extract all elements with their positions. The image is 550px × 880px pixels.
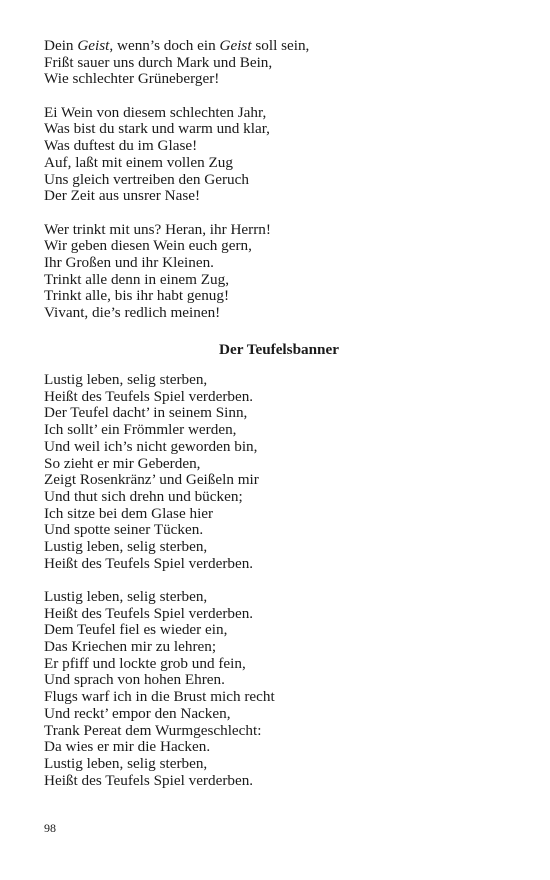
stanza-gap	[44, 205, 514, 222]
stanza-2	[44, 105, 514, 205]
poem-line: Da wies er mir die Hacken.	[44, 738, 211, 756]
stanza-3	[44, 222, 514, 322]
poem-line: Zeigt Rosenkränz’ und Geißeln mir	[44, 471, 259, 489]
poem-line: Ich sitze bei dem Glase hier	[44, 504, 214, 522]
poem-line: Trank Pereat dem Wurmgeschlecht:	[44, 721, 262, 739]
poem-line: Und reckt’ empor den Nacken,	[44, 704, 231, 722]
poem-line: Uns gleich vertreiben den Geruch	[44, 170, 249, 188]
page-number: 98	[44, 821, 56, 835]
emphasis: Geist	[77, 37, 110, 54]
poem-line: Er pfiff und lockte grob und fein,	[44, 654, 246, 672]
stanza-gap	[44, 322, 514, 339]
poem-page	[44, 38, 514, 789]
poem-line: Wir geben diesen Wein euch gern,	[44, 237, 252, 255]
poem-line: Auf, laßt mit einem vollen Zug	[44, 153, 233, 171]
poem-line: Und thut sich drehn und bücken;	[44, 487, 243, 505]
poem-line: Der Teufel dacht’ in seinem Sinn,	[44, 404, 248, 422]
stanza-gap	[44, 572, 514, 589]
poem-line: So zieht er mir Geberden,	[44, 454, 201, 472]
poem-line: Heißt des Teufels Spiel verderben.	[44, 554, 254, 572]
stanza-gap	[44, 88, 514, 105]
poem-line: Trinkt alle, bis ihr habt genug!	[44, 287, 230, 305]
poem-line: Heißt des Teufels Spiel verderben.	[44, 604, 254, 622]
emphasis: Geist	[219, 37, 252, 54]
poem-line: Was bist du stark und warm und klar,	[44, 120, 270, 138]
poem-line: Ihr Großen und ihr Kleinen.	[44, 253, 214, 271]
stanza-4	[44, 372, 514, 572]
poem-line: Trinkt alle denn in einem Zug,	[44, 270, 230, 288]
poem-line: Und sprach von hohen Ehren.	[44, 671, 225, 689]
poem-line: Ich sollt’ ein Frömmler werden,	[44, 421, 237, 439]
poem-line: Lustig leben, selig sterben,	[44, 588, 208, 606]
poem-line: Heißt des Teufels Spiel verderben.	[44, 387, 254, 405]
poem-title: Der Teufelsbanner	[219, 341, 339, 359]
stanza-1	[44, 38, 514, 88]
poem-line: Vivant, die’s redlich meinen!	[44, 304, 221, 321]
poem-line: Was duftest du im Glase!	[44, 137, 198, 155]
poem-line: Lustig leben, selig sterben,	[44, 754, 208, 772]
poem-line: Frißt sauer uns durch Mark und Bein,	[44, 53, 273, 71]
poem-line: Lustig leben, selig sterben,	[44, 371, 208, 389]
poem-line: Flugs warf ich in die Brust mich recht	[44, 688, 275, 706]
poem-line: Dein Geist, wenn’s doch ein Geist soll sein,	[44, 37, 310, 54]
poem-line: Ei Wein von diesem schlechten Jahr,	[44, 103, 267, 121]
poem-line: Das Kriechen mir zu lehren;	[44, 638, 217, 656]
poem-line: Heißt des Teufels Spiel verderben.	[44, 771, 254, 789]
poem-line: Der Zeit aus unsrer Nase!	[44, 187, 201, 205]
poem-line: Lustig leben, selig sterben,	[44, 537, 208, 555]
poem-line: Und spotte seiner Tücken.	[44, 521, 204, 539]
stanza-5	[44, 589, 514, 789]
poem-line: Dem Teufel fiel es wieder ein,	[44, 621, 228, 639]
poem-line: Und weil ich’s nicht geworden bin,	[44, 437, 258, 455]
poem-line: Wie schlechter Grüneberger!	[44, 70, 220, 88]
poem-line: Wer trinkt mit uns? Heran, ihr Herrn!	[44, 220, 271, 238]
